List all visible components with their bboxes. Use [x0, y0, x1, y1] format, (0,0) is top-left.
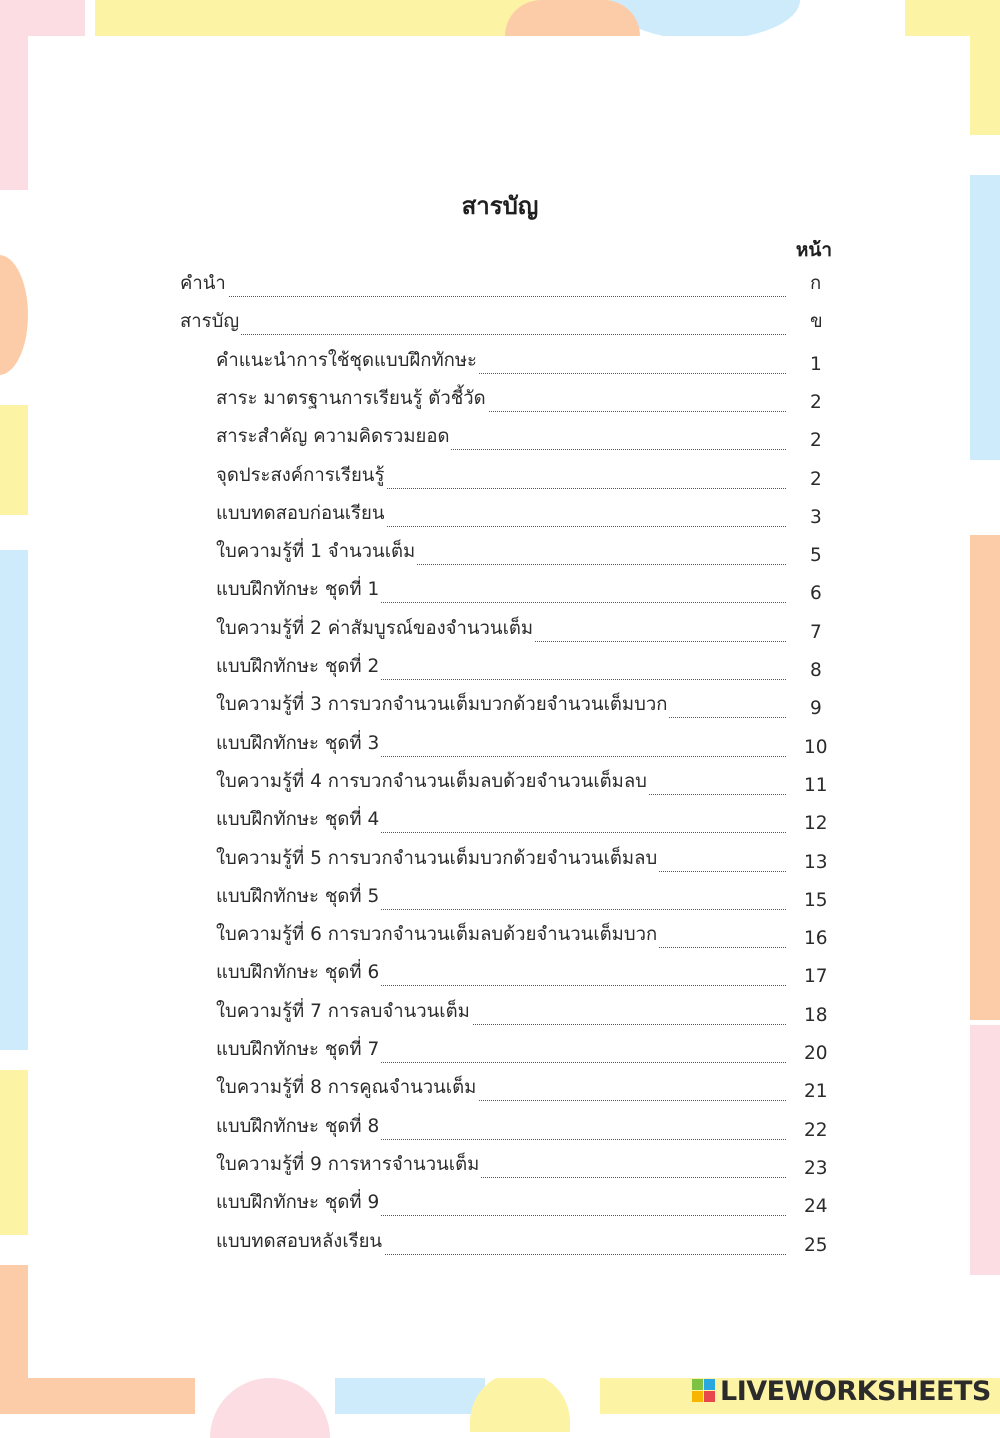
toc-entry-label: แบบฝึกทักษะ ชุดที่ 1	[216, 575, 381, 604]
toc-entry-page: 15	[804, 889, 828, 911]
toc-entry-label: แบบฝึกทักษะ ชุดที่ 8	[216, 1112, 381, 1141]
toc-row	[0, 804, 1000, 842]
toc-leader-dots	[180, 296, 786, 297]
toc-entry-label: แบบฝึกทักษะ ชุดที่ 9	[216, 1188, 381, 1217]
decor-peach-top	[505, 0, 640, 36]
toc-row	[0, 843, 1000, 881]
toc-entry-page: ก	[810, 273, 822, 294]
toc-row	[0, 421, 1000, 459]
toc-entry-page: 2	[810, 430, 822, 452]
toc-row	[0, 1149, 1000, 1187]
toc-entry-label: แบบฝึกทักษะ ชุดที่ 3	[216, 729, 381, 758]
toc-entry-page: 3	[810, 506, 822, 528]
toc-entry-page: 2	[810, 391, 822, 413]
toc-entry-label: แบบฝึกทักษะ ชุดที่ 5	[216, 882, 381, 911]
toc-entry-page: 20	[804, 1043, 828, 1064]
toc-entry-label: แบบฝึกทักษะ ชุดที่ 4	[216, 805, 381, 834]
toc-entry-label: สาระ มาตรฐานการเรียนรู้ ตัวชี้วัด	[216, 384, 488, 413]
toc-row	[0, 383, 1000, 421]
toc-row	[0, 881, 1000, 919]
toc-entry-label: ใบความรู้ที่ 5 การบวกจำนวนเต็มบวกด้วยจำนวนเต็มลบ	[216, 844, 659, 873]
toc-row	[0, 1187, 1000, 1225]
toc-entry-page: 25	[804, 1234, 828, 1256]
toc-row	[0, 536, 1000, 574]
toc-entry-page: 1	[810, 353, 822, 375]
toc-entry-page: 2	[810, 468, 822, 490]
toc-entry-label: แบบทดสอบก่อนเรียน	[216, 499, 386, 528]
toc-row	[0, 1226, 1000, 1264]
toc-entry-page: 7	[810, 621, 822, 643]
toc-entry-page: 23	[804, 1157, 828, 1179]
decor-yellow-bottom	[470, 1372, 570, 1432]
toc-entry-label: จุดประสงค์การเรียนรู้	[216, 461, 386, 490]
decor-pink-top-left	[0, 0, 85, 36]
toc-entry-page: 9	[810, 698, 822, 720]
toc-entry-page: 5	[810, 545, 822, 567]
toc-row	[0, 1111, 1000, 1149]
toc-entry-label: คำนำ	[180, 269, 228, 298]
toc-entry-page: 17	[804, 966, 828, 988]
brand-logo-text: LIVEWORKSHEETS	[720, 1375, 991, 1407]
decor-peach-bottom-left	[0, 1378, 195, 1414]
toc-entry-label: ใบความรู้ที่ 7 การลบจำนวนเต็ม	[216, 997, 472, 1026]
toc-row	[0, 728, 1000, 766]
toc-row	[0, 345, 1000, 383]
toc-entry-page: 18	[804, 1004, 828, 1026]
decor-yellow-right	[970, 0, 1000, 135]
toc-row	[0, 268, 1000, 306]
toc-entry-page: 13	[804, 851, 828, 873]
toc-entry-page: 24	[804, 1196, 828, 1218]
toc-row	[0, 996, 1000, 1034]
toc-entry-page: 12	[804, 813, 828, 835]
toc-entry-label: ใบความรู้ที่ 2 ค่าสัมบูรณ์ของจำนวนเต็ม	[216, 614, 535, 643]
brand-logo	[692, 1374, 991, 1408]
liveworksheets-logo-icon	[692, 1379, 716, 1403]
toc-entry-page: ข	[810, 311, 823, 333]
toc-entry-label: ใบความรู้ที่ 3 การบวกจำนวนเต็มบวกด้วยจำนวนเต็มบวก	[216, 690, 669, 719]
toc-entry-label: ใบความรู้ที่ 9 การหารจำนวนเต็ม	[216, 1150, 481, 1179]
toc-row	[0, 574, 1000, 612]
toc-entry-label: คำแนะนำการใช้ชุดแบบฝึกทักษะ	[216, 346, 479, 375]
toc-entry-label: สารบัญ	[180, 307, 241, 336]
toc-entry-label: แบบฝึกทักษะ ชุดที่ 2	[216, 652, 381, 681]
toc-entry-label: แบบฝึกทักษะ ชุดที่ 6	[216, 958, 381, 987]
toc-entry-label: ใบความรู้ที่ 1 จำนวนเต็ม	[216, 537, 417, 566]
toc-row	[0, 460, 1000, 498]
toc-entry-label: ใบความรู้ที่ 8 การคูณจำนวนเต็ม	[216, 1073, 478, 1102]
toc-entry-page: 21	[804, 1081, 828, 1103]
toc-entry-page: 8	[810, 660, 822, 681]
toc-row	[0, 957, 1000, 995]
page-title: สารบัญ	[461, 192, 539, 220]
toc-entry-label: ใบความรู้ที่ 4 การบวกจำนวนเต็มลบด้วยจำนวนเต็มลบ	[216, 767, 649, 796]
toc-row	[0, 919, 1000, 957]
toc-entry-label: แบบทดสอบหลังเรียน	[216, 1227, 384, 1256]
toc-row	[0, 613, 1000, 651]
page-column-header: หน้า	[795, 239, 832, 261]
toc-row	[0, 651, 1000, 689]
toc-entry-page: 22	[804, 1119, 828, 1141]
toc-entry-page: 6	[810, 583, 822, 605]
toc-row	[0, 498, 1000, 536]
decor-pink-bottom	[210, 1378, 330, 1438]
toc-entry-page: 16	[804, 928, 828, 950]
decor-blue-bottom	[335, 1378, 485, 1414]
toc-row	[0, 1072, 1000, 1110]
toc-entry-page: 10	[804, 736, 828, 758]
toc-row	[0, 689, 1000, 727]
toc-entry-page: 11	[804, 774, 828, 796]
toc-entry-label: แบบฝึกทักษะ ชุดที่ 7	[216, 1035, 381, 1064]
toc-entry-label: สาระสำคัญ ความคิดรวมยอด	[216, 422, 451, 451]
toc-row	[0, 306, 1000, 344]
toc-leader-dots	[180, 334, 786, 335]
toc-row	[0, 766, 1000, 804]
toc-row	[0, 1034, 1000, 1072]
toc-entry-label: ใบความรู้ที่ 6 การบวกจำนวนเต็มลบด้วยจำนวนเต็มบวก	[216, 920, 659, 949]
